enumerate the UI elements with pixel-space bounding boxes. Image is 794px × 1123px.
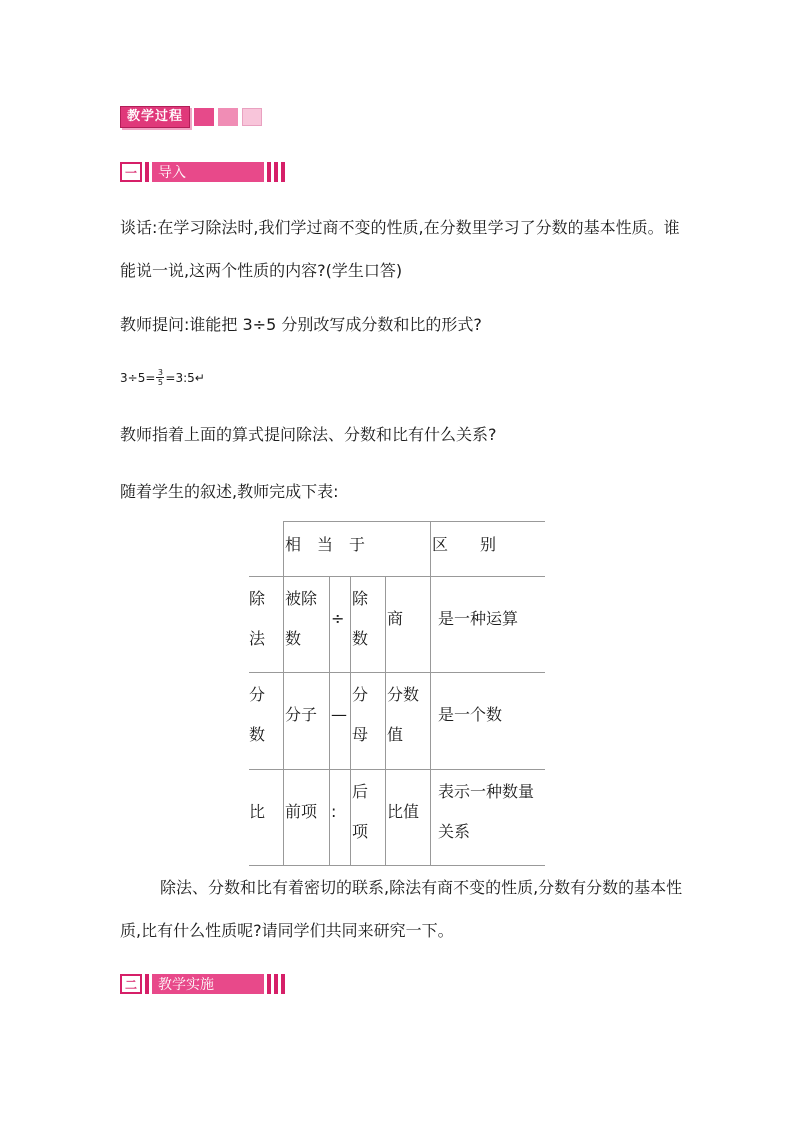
row-fraction-b: 分母: [352, 685, 369, 744]
fraction-denominator: 5: [157, 378, 163, 387]
row-division-a: 被除数: [285, 589, 318, 648]
row-division-b: 除数: [352, 589, 369, 648]
subsection-title: 导入: [152, 162, 264, 182]
row-fraction-a: 分子: [285, 705, 318, 724]
banner-stripe: [267, 974, 271, 994]
section-title: 教学过程: [120, 106, 190, 128]
subsection-number: 二: [120, 974, 142, 994]
banner-bar: [145, 974, 149, 994]
row-fraction-diff: 是一个数: [438, 705, 503, 724]
row-ratio-name: 比: [249, 802, 266, 821]
row-fraction-c: 分数值: [387, 685, 420, 744]
intro-paragraph: 谈话:在学习除法时,我们学过商不变的性质,在分数里学习了分数的基本性质。谁能说一说,这两个性质的内容?(学生口答): [120, 218, 680, 280]
row-division-diff: 是一种运算: [438, 609, 519, 628]
table-intro: 随着学生的叙述,教师完成下表:: [120, 482, 339, 501]
table-rule: [283, 521, 545, 522]
row-fraction-op: —: [331, 705, 347, 724]
banner-stripe: [274, 974, 278, 994]
row-division-c: 商: [387, 609, 404, 628]
row-ratio-diff: 表示一种数量关系: [438, 782, 535, 841]
row-division-op: ÷: [331, 609, 345, 628]
table-rule: [283, 521, 284, 866]
row-ratio-b: 后项: [352, 782, 369, 841]
header-equivalent: 相 当 于: [285, 535, 366, 554]
formula-left: 3÷5=: [120, 370, 156, 385]
section-banner: [120, 106, 262, 128]
header-difference: 区 别: [432, 535, 497, 554]
subsection-banner-2: [120, 974, 301, 994]
table-rule: [350, 576, 351, 866]
table-rule: [249, 672, 545, 673]
formula-fraction: [156, 368, 164, 387]
teacher-question: 教师提问:谁能把 3÷5 分别改写成分数和比的形式?: [120, 315, 482, 334]
fraction-numerator: 3: [157, 368, 163, 377]
row-fraction-name: 分数: [249, 685, 266, 744]
subsection-banner-1: [120, 162, 301, 182]
table-rule: [249, 576, 545, 577]
banner-decor-square: [242, 108, 262, 126]
banner-stripe: [281, 162, 285, 182]
banner-decor-square: [218, 108, 238, 126]
row-ratio-c: 比值: [387, 802, 420, 821]
table-rule: [249, 769, 545, 770]
closing-paragraph: 除法、分数和比有着密切的联系,除法有商不变的性质,分数有分数的基本性质,比有什么性质呢?请同学们共同来研究一下。: [120, 878, 683, 940]
row-ratio-op: :: [331, 802, 337, 821]
table-rule: [329, 576, 330, 866]
formula-right: =3:5↵: [165, 370, 205, 385]
table-rule: [385, 576, 386, 866]
banner-stripe: [267, 162, 271, 182]
table-rule: [430, 521, 431, 866]
banner-stripe: [274, 162, 278, 182]
banner-bar: [145, 162, 149, 182]
subsection-number: 一: [120, 162, 142, 182]
formula: [120, 368, 205, 387]
teacher-prompt: 教师指着上面的算式提问除法、分数和比有什么关系?: [120, 425, 497, 444]
row-ratio-a: 前项: [285, 802, 318, 821]
banner-stripe: [281, 974, 285, 994]
banner-decor-square: [194, 108, 214, 126]
subsection-title: 教学实施: [152, 974, 264, 994]
row-division-name: 除法: [249, 589, 270, 648]
